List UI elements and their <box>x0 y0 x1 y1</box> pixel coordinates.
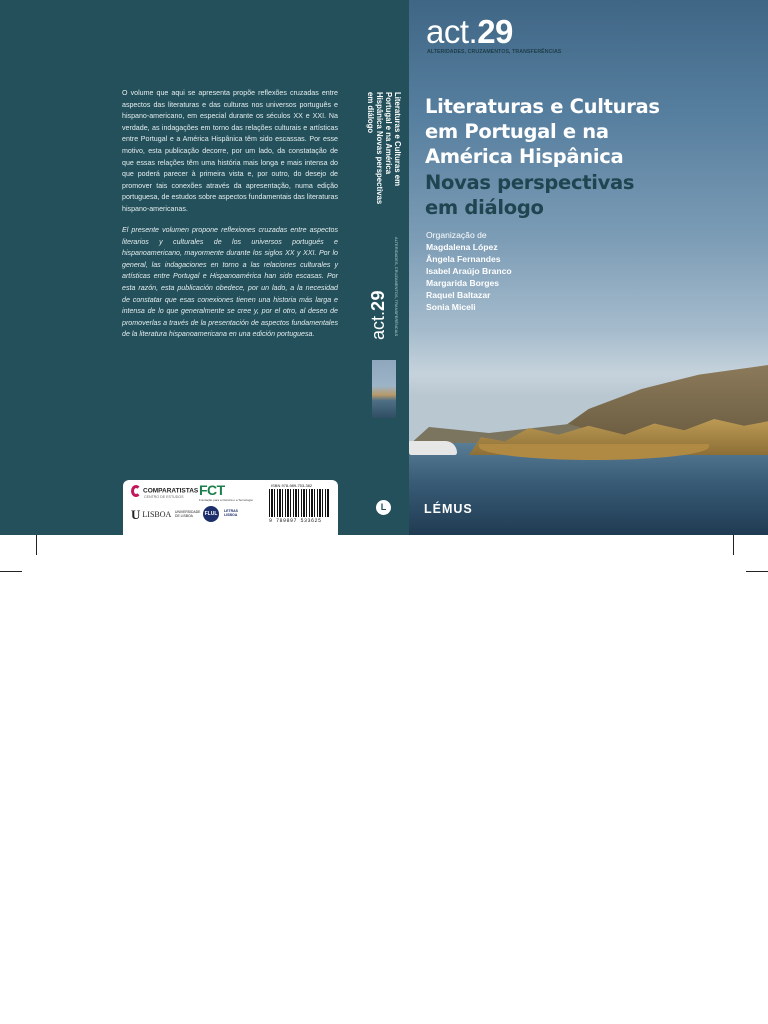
editor-name: Margarida Borges <box>426 278 500 288</box>
comparatistas-icon <box>131 485 141 497</box>
barcode-icon <box>269 489 329 517</box>
book-spine <box>362 0 408 535</box>
fct-logo: FCT Fundação para a Ciência e a Tecnologia <box>199 482 253 502</box>
editor-name: Ângela Fernandes <box>426 254 501 264</box>
isbn-number: 9 789897 533625 <box>269 518 322 524</box>
crop-mark <box>36 535 37 555</box>
flul-logo: FLUL <box>203 506 219 522</box>
back-cover-text-pt: O volume que aqui se apresenta propõe reflexões cruzadas entre aspectos das literaturas e das culturas nos universos português e hispano-americano, em especial durante os séculos XX e XXI. Na verdade, as indagações em torno das relações culturais e artísticas entre Portugal e a América Hispânica têm sido escassas. Por esse motivo, esta publicação decorre, por um lado, da constatação de que essas relações têm uma história mais longa e mais intensa do que poderá parecer à primeira vista e, por outro, do desejo de promover tais conexões através da apresentação, numa edição portuguesa, de estudos sobre aspectos fundamentais das literaturas hispano-americanas. <box>122 89 338 213</box>
ulisboa-sub: UNIVERSIDADE DE LISBOA <box>175 510 201 518</box>
spine-act-number: act.29 <box>368 289 388 340</box>
flul-sub: LETRAS LISBOA <box>224 509 238 517</box>
spine-tagline: ALTERIDADES, CRUZAMENTOS, TRANSFERÊNCIAS <box>394 237 399 337</box>
crop-mark <box>733 535 734 555</box>
back-cover-text-es: El presente volumen propone reflexiones cruzadas entre aspectos literarios y culturales de los universos portugués e hispanoamericano, mayormente durante los siglos XX y XXI. Por lo general, las indagaciones en torno a las relaciones culturales y artísticas entre Portugal e Hispanoamérica han sido escasas. Por esta razón, esta publicación obedece, por un lado, a la necesidad de constatar que esas conexiones tienen una historia más larga e intensa de lo que generalmente se cree y, por el otro, al deseo de promoverlas a través de la presentación de aspectos fundamentales de la literatura hispanoamericana en una edición portuguesa. <box>122 226 338 339</box>
spine-photo <box>372 360 396 418</box>
editor-name: Isabel Araújo Branco <box>426 266 512 276</box>
editors-list <box>426 229 512 313</box>
crop-mark <box>0 571 22 572</box>
isbn-label: ISBN 978-989-753-362 <box>271 483 313 488</box>
comparatistas-logo: COMPARATISTAS CENTRO DE ESTUDOS <box>131 485 198 499</box>
series-tagline: ALTERIDADES, CRUZAMENTOS, TRANSFERÊNCIAS <box>427 49 562 55</box>
book-title: Literaturas e Culturas em Portugal e na América Hispânica <box>425 95 660 168</box>
editor-name: Magdalena López <box>426 242 498 252</box>
crop-mark <box>746 571 768 572</box>
publisher-logo: LÉMUS <box>424 502 473 516</box>
editor-name: Raquel Baltazar <box>426 290 491 300</box>
editor-name: Sonia Miceli <box>426 302 476 312</box>
organization-heading: Organização de <box>426 230 487 240</box>
book-subtitle: Novas perspectivas em diálogo <box>425 171 635 219</box>
spine-title-block <box>366 92 402 212</box>
sponsor-logos <box>123 480 338 535</box>
spine-title: Literaturas e Culturas em Portugal e na América Hispânica Novas perspectivas em diálogo <box>366 92 402 205</box>
publisher-logo-icon: L <box>376 500 391 515</box>
front-cover <box>409 0 768 535</box>
series-number: act.29 <box>426 13 513 50</box>
ulisboa-logo: ULISBOA <box>131 507 172 522</box>
boat-image <box>409 441 457 455</box>
